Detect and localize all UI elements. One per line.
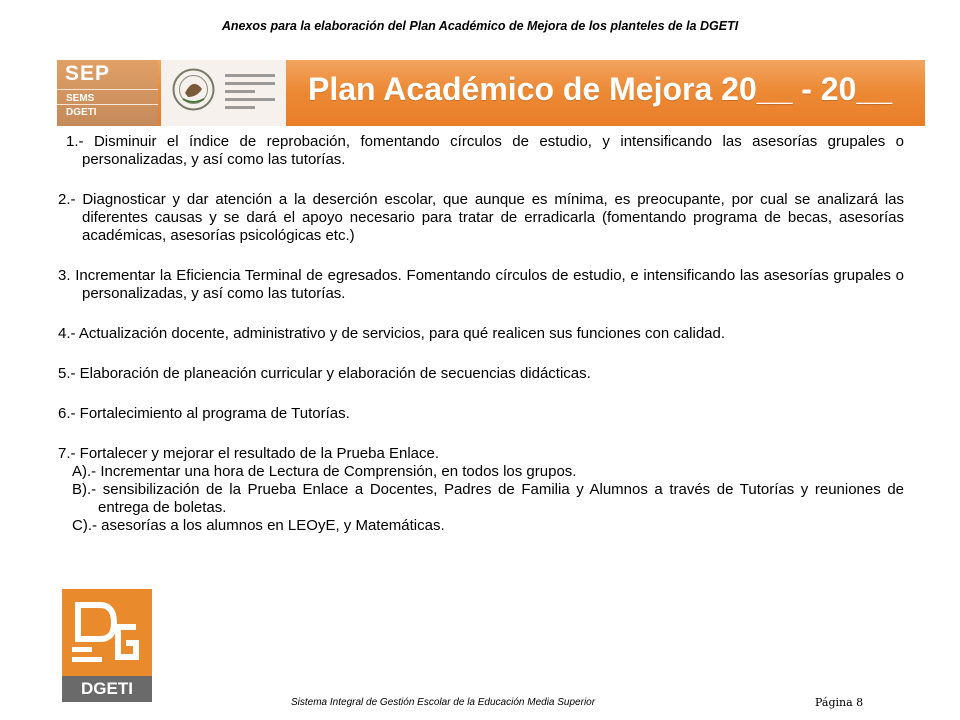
item-2: 2.- Diagnosticar y dar atención a la deserción escolar, que aunque es mínima, es preocupante, por cual se analizará las diferentes causas y se dará el apoyo necesario para tratar de erradicarla (fomentando programa de becas, asesorías académicas, asesorías psicológicas etc.)	[58, 191, 904, 244]
item-1: 1.- Disminuir el índice de reprobación, fomentando círculos de estudio, y intensificando las asesorías grupales o personalizadas, y así como las tutorías.	[66, 133, 904, 168]
item-4: 4.- Actualización docente, administrativo y de servicios, para qué realicen sus funciones con calidad.	[58, 325, 726, 342]
secretaria-text-lines	[225, 74, 275, 114]
plan-content	[58, 133, 904, 535]
sems-logo-text: SEMS	[66, 93, 95, 104]
sep-logo-block	[57, 60, 158, 126]
dgeti-logo-text: DGETI	[66, 107, 97, 118]
sep-logo-text: SEP	[65, 62, 111, 85]
item-5: 5.- Elaboración de planeación curricular y elaboración de secuencias didácticas.	[58, 365, 591, 382]
dgeti-emblem-icon	[70, 597, 144, 671]
document-header-title: Anexos para la elaboración del Plan Académico de Mejora de los planteles de la DGETI	[221, 19, 739, 33]
dgeti-logo	[62, 589, 152, 702]
subitem-a: A).- Incrementar una hora de Lectura de Comprensión, en todos los grupos.	[72, 463, 577, 480]
item-6: 6.- Fortalecimiento al programa de Tutorías.	[58, 405, 350, 422]
page-number: Página 8	[815, 696, 864, 709]
item-7: 7.- Fortalecer y mejorar el resultado de la Prueba Enlace.	[58, 445, 440, 462]
plan-banner	[57, 60, 925, 126]
banner-title: Plan Académico de Mejora 20__ - 20__	[308, 71, 892, 107]
dgeti-logo-label: DGETI	[62, 676, 152, 702]
footer-system-text: Sistema Integral de Gestión Escolar de la Educación Media Superior	[291, 697, 596, 708]
mexico-seal-icon	[171, 67, 216, 112]
secretaria-seal-block	[161, 60, 286, 126]
subitem-b: B).- sensibilización de la Prueba Enlace a Docentes, Padres de Familia y Alumnos a través de Tutorías y reuniones de entrega de boletas.	[72, 481, 904, 516]
subitem-c: C).- asesorías a los alumnos en LEOyE, y Matemáticas.	[72, 517, 445, 534]
item-3: 3. Incrementar la Eficiencia Terminal de egresados. Fomentando círculos de estudio, e intensificando las asesorías grupales o personalizadas, y así como las tutorías.	[58, 267, 904, 302]
